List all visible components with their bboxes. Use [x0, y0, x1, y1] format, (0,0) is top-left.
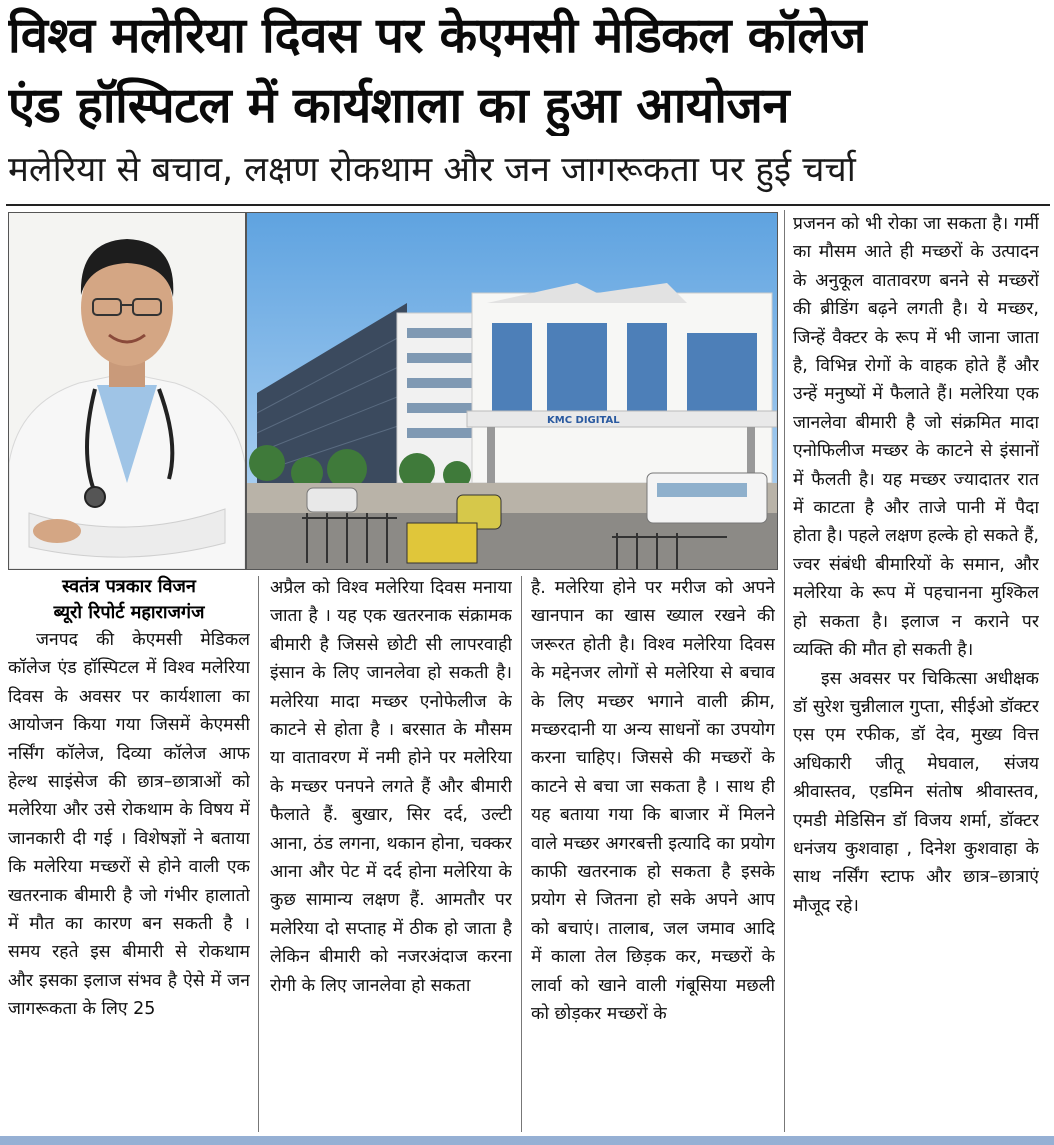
column-divider-1	[258, 576, 259, 1132]
column-divider-2	[521, 576, 522, 1132]
hospital-building-illustration	[247, 213, 777, 569]
column-2-text: अप्रैल को विश्व मलेरिया दिवस मनाया जाता है । यह एक खतरनाक संक्रामक बीमारी है जिससे छोटी सी लापरवाही इंसान के लिए जानलेवा हो सकती है। मलेरिया मादा मच्छर एनोफेलीज के काटने से होता है । बरसात के मौसम या वातावरण में नमी होने पर मलेरिया के मच्छर पनपने लगते हैं और बीमारी फैलाते हैं. बुखार, सिर दर्द, उल्टी आना, ठंड लगना, थकान होना, चक्कर आना और पेट में दर्द होना मलेरिया के कुछ सामान्य लक्षण हैं. आमतौर पर मलेरिया दो सप्ताह में ठीक हो जाता है लेकिन बीमारी को नजरअंदाज करना रोगी के लिए जानलेवा हो सकता	[270, 578, 512, 996]
headline-line-1: विश्व मलेरिया दिवस पर केएमसी मेडिकल कॉलेज	[8, 7, 866, 64]
headline-line-2: एंड हॉस्पिटल में कार्यशाला का हुआ आयोजन	[8, 77, 790, 134]
doctor-portrait-illustration	[9, 213, 245, 569]
byline-line-1: स्वतंत्र पत्रकार विजन	[62, 576, 196, 597]
column-1-text: जनपद की केएमसी मेडिकल कॉलेज एंड हॉस्पिटल में विश्व मलेरिया दिवस के अवसर पर कार्यशाला का आयोजन किया गया जिसमें केएमसी नर्सिंग कॉलेज, दिव्या कॉलेज आफ हेल्थ साइंसेज की छात्र–छात्राओं को मलेरिया और उसे रोकथाम के विषय में जानकारी दी गई । विशेषज्ञों ने बताया कि मलेरिया मच्छरों से होने वाली एक खतरनाक बीमारी है जो गंभीर हालातो में मौत का कारण बन सकती है । समय रहते इस बीमारी से रोकथाम और इसका इलाज संभव है ऐसे में जन जागरूकता के लिए 25	[8, 630, 250, 1020]
column-divider-3	[784, 210, 785, 1132]
next-article-strip	[0, 1132, 1054, 1145]
article-column-4	[793, 210, 1039, 1132]
header-divider	[6, 204, 1050, 206]
article-column-2	[270, 574, 512, 1132]
column-3-text: है. मलेरिया होने पर मरीज को अपने खानपान का खास ख्याल रखने की जरूरत होती है। विश्व मलेरिया दिवस के मद्देनजर लोगों से मलेरिया से बचाव के लिए मच्छर भगाने वाली क्रीम, मच्छरदानी या अन्य साधनों का उपयोग करना चाहिए। जिससे की मच्छरों के काटने से बचा जा सकता है । साथ ही यह बताया गया कि बाजार में मिलने वाले मच्छर अगरबत्ती इत्यादि का प्रयोग काफी खतरनाक हो सकता है इसके प्रयोग से जितना हो सके अपने आप को बचाएं। तालाब, जल जमाव आदि में काला तेल छिड़क कर, मच्छरों के लार्वा को खाने वाली गंबूसिया मछली को छोड़कर मच्छरों के	[531, 578, 775, 1025]
column-4-paragraph-2: इस अवसर पर चिकित्सा अधीक्षक डॉ सुरेश चुन्नीलाल गुप्ता, सीईओ डॉक्टर एस एम रफीक, डॉ देव, मुख्य वित्त अधिकारी जीतू मेघवाल, संजय श्रीवास्तव, एडमिन संतोष श्रीवास्तव, एमडी मेडिसिन डॉ विजय शर्मा, डॉक्टर धनंजय कुशवाहा , दिनेश कुशवाहा के साथ नर्सिंग स्टाफ और छात्र–छात्राएं मौजूद रहे।	[793, 668, 1039, 916]
hospital-building-photo	[246, 212, 778, 570]
subheadline: मलेरिया से बचाव, लक्षण रोकथाम और जन जागरूकता पर हुई चर्चा	[8, 150, 856, 190]
doctor-portrait-photo	[8, 212, 246, 570]
column-4-paragraph-1: प्रजनन को भी रोका जा सकता है। गर्मी का मौसम आते ही मच्छरों के उत्पादन के अनुकूल वातावरण बनने से मच्छरों की ब्रीडिंग बढ़ने लगती है। ये मच्छर, जिन्हें वैक्टर के रूप में भी जाना जाता है, विभिन्न रोगों के वाहक होते हैं और उन्हें मनुष्यों में फैलाते हैं। मलेरिया एक जानलेवा बीमारी है जो संक्रमित मादा एनोफिलीज मच्छर के काटने से इंसानों में फैलती है। यह मच्छर ज्यादातर रात में काटता है और ताजे पानी में पैदा होता है। पहले लक्षण हल्के हो सकते हैं, ज्वर संबंधी बीमारियों के समान, और मलेरिया के रूप में पहचानना मुश्किल हो सकता है। इलाज न कराने पर व्यक्ति की मौत हो सकती है।	[793, 214, 1039, 661]
byline-line-2: ब्यूरो रिपोर्ट महाराजगंज	[53, 602, 205, 623]
kmc-sign: KMC DIGITAL	[547, 415, 620, 426]
article-column-1	[8, 574, 250, 1132]
article-column-3	[531, 574, 775, 1132]
